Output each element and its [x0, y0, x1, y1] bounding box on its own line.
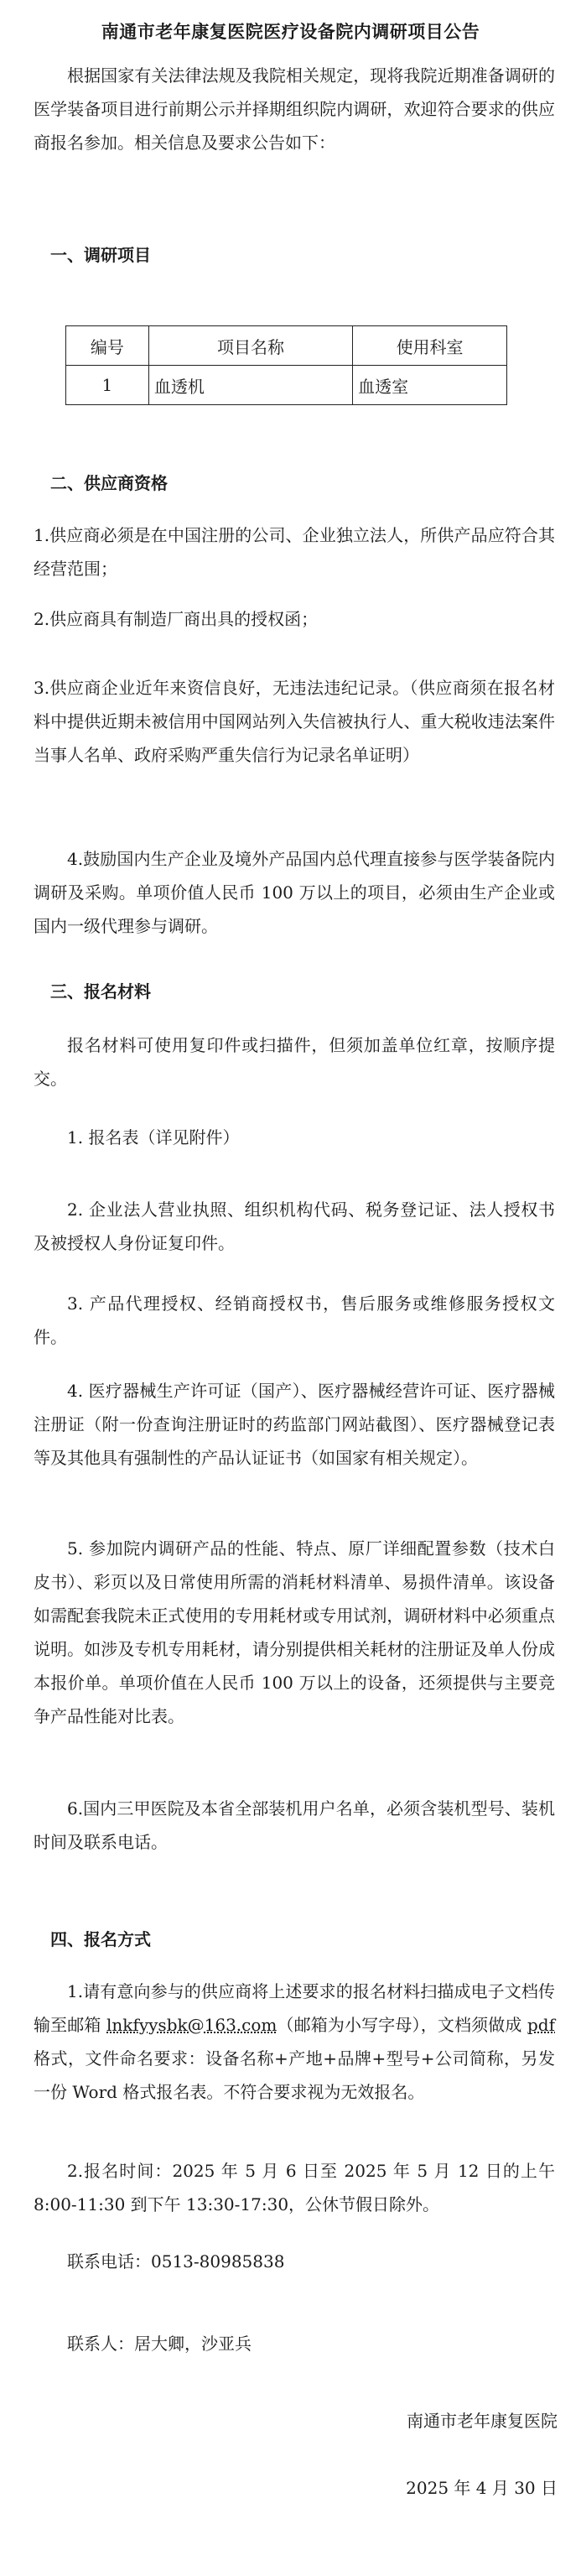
email-link[interactable]: lnkfyysbk@163.com	[106, 2015, 278, 2035]
registration-time: 2.报名时间：2025 年 5 月 6 日至 2025 年 5 月 12 日的上午 8:00-11:30 到下午 13:30-17:30，公休节假日除外。	[34, 2161, 555, 2214]
contact-phone: 联系电话：0513-80985838	[67, 2251, 285, 2272]
qualification-1: 1.供应商必须是在中国注册的公司、企业独立法人，所供产品应符合其经营范围；	[34, 525, 555, 579]
section-2-heading: 二、供应商资格	[50, 473, 168, 493]
material-1: 1. 报名表（详见附件）	[67, 1127, 240, 1147]
material-4: 4. 医疗器械生产许可证（国产）、医疗器械经营许可证、医疗器械注册证（附一份查询注册证时的药监部门网站截图）、医疗器械登记表等及其他具有强制性的产品认证证书（如国家有相关规定）。	[34, 1381, 555, 1468]
table-cell-number: 1	[66, 366, 149, 405]
registration-text: （邮箱为小写字母），文档须做成	[277, 2015, 527, 2035]
registration-text: 1.请有意向参与的供应商将上述要求的报名材料扫描成电子文档传输至邮箱	[34, 1981, 555, 2035]
signature-date: 2025 年 4 月 30 日	[406, 2478, 558, 2498]
table-cell-project: 血透机	[148, 366, 352, 405]
registration-method-1	[34, 1975, 555, 2109]
qualification-3: 3.供应商企业近年来资信良好，无违法违纪记录。（供应商须在报名材料中提供近期未被信用中国网站列入失信被执行人、重大税收违法案件当事人名单、政府采购严重失信行为记录名单证明）	[34, 678, 555, 765]
registration-text: 格式，文件命名要求：设备名称+产地+品牌+型号+公司简称，另发一份 Word 格式报名表。不符合要求视为无效报名。	[34, 2048, 555, 2102]
project-table	[65, 325, 507, 405]
qualification-4: 4.鼓励国内生产企业及境外产品国内总代理直接参与医学装备院内调研及采购。单项价值人民币 100 万以上的项目，必须由生产企业或国内一级代理参与调研。	[34, 849, 555, 936]
table-row	[66, 366, 507, 405]
table-header-row	[66, 326, 507, 366]
materials-intro: 报名材料可使用复印件或扫描件，但须加盖单位红章，按顺序提交。	[34, 1035, 555, 1089]
section-4-heading: 四、报名方式	[50, 1929, 151, 1949]
section-1-heading: 一、调研项目	[50, 245, 151, 265]
table-header-cell: 使用科室	[353, 326, 507, 366]
section-3-heading: 三、报名材料	[50, 981, 151, 1002]
table-header-cell: 项目名称	[148, 326, 352, 366]
table-header-cell: 编号	[66, 326, 149, 366]
contact-persons: 联系人：居大卿，沙亚兵	[67, 2334, 252, 2354]
table-cell-department: 血透室	[353, 366, 507, 405]
material-3: 3. 产品代理授权、经销商授权书，售后服务或维修服务授权文件。	[34, 1293, 555, 1347]
intro-paragraph: 根据国家有关法律法规及我院相关规定，现将我院近期准备调研的医学装备项目进行前期公示并择期组织院内调研，欢迎符合要求的供应商报名参加。相关信息及要求公告如下：	[34, 65, 555, 153]
signature-organization: 南通市老年康复医院	[407, 2411, 558, 2431]
qualification-2: 2.供应商具有制造厂商出具的授权函；	[34, 609, 319, 629]
page-title: 南通市老年康复医院医疗设备院内调研项目公告	[101, 21, 480, 43]
pdf-format-text: pdf	[527, 2015, 556, 2035]
material-6: 6.国内三甲医院及本省全部装机用户名单，必须含装机型号、装机时间及联系电话。	[34, 1798, 555, 1852]
material-2: 2. 企业法人营业执照、组织机构代码、税务登记证、法人授权书及被授权人身份证复印件。	[34, 1200, 555, 1253]
material-5: 5. 参加院内调研产品的性能、特点、原厂详细配置参数（技术白皮书）、彩页以及日常使用所需的消耗材料清单、易损件清单。该设备如需配套我院未正式使用的专用耗材或专用试剂，调研材料中必须重点说明。如涉及专机专用耗材，请分别提供相关耗材的注册证及单人份成本报价单。单项价值在人民币 100 万以上的设备，还须提供与主要竞争产品性能对比表。	[34, 1538, 555, 1726]
